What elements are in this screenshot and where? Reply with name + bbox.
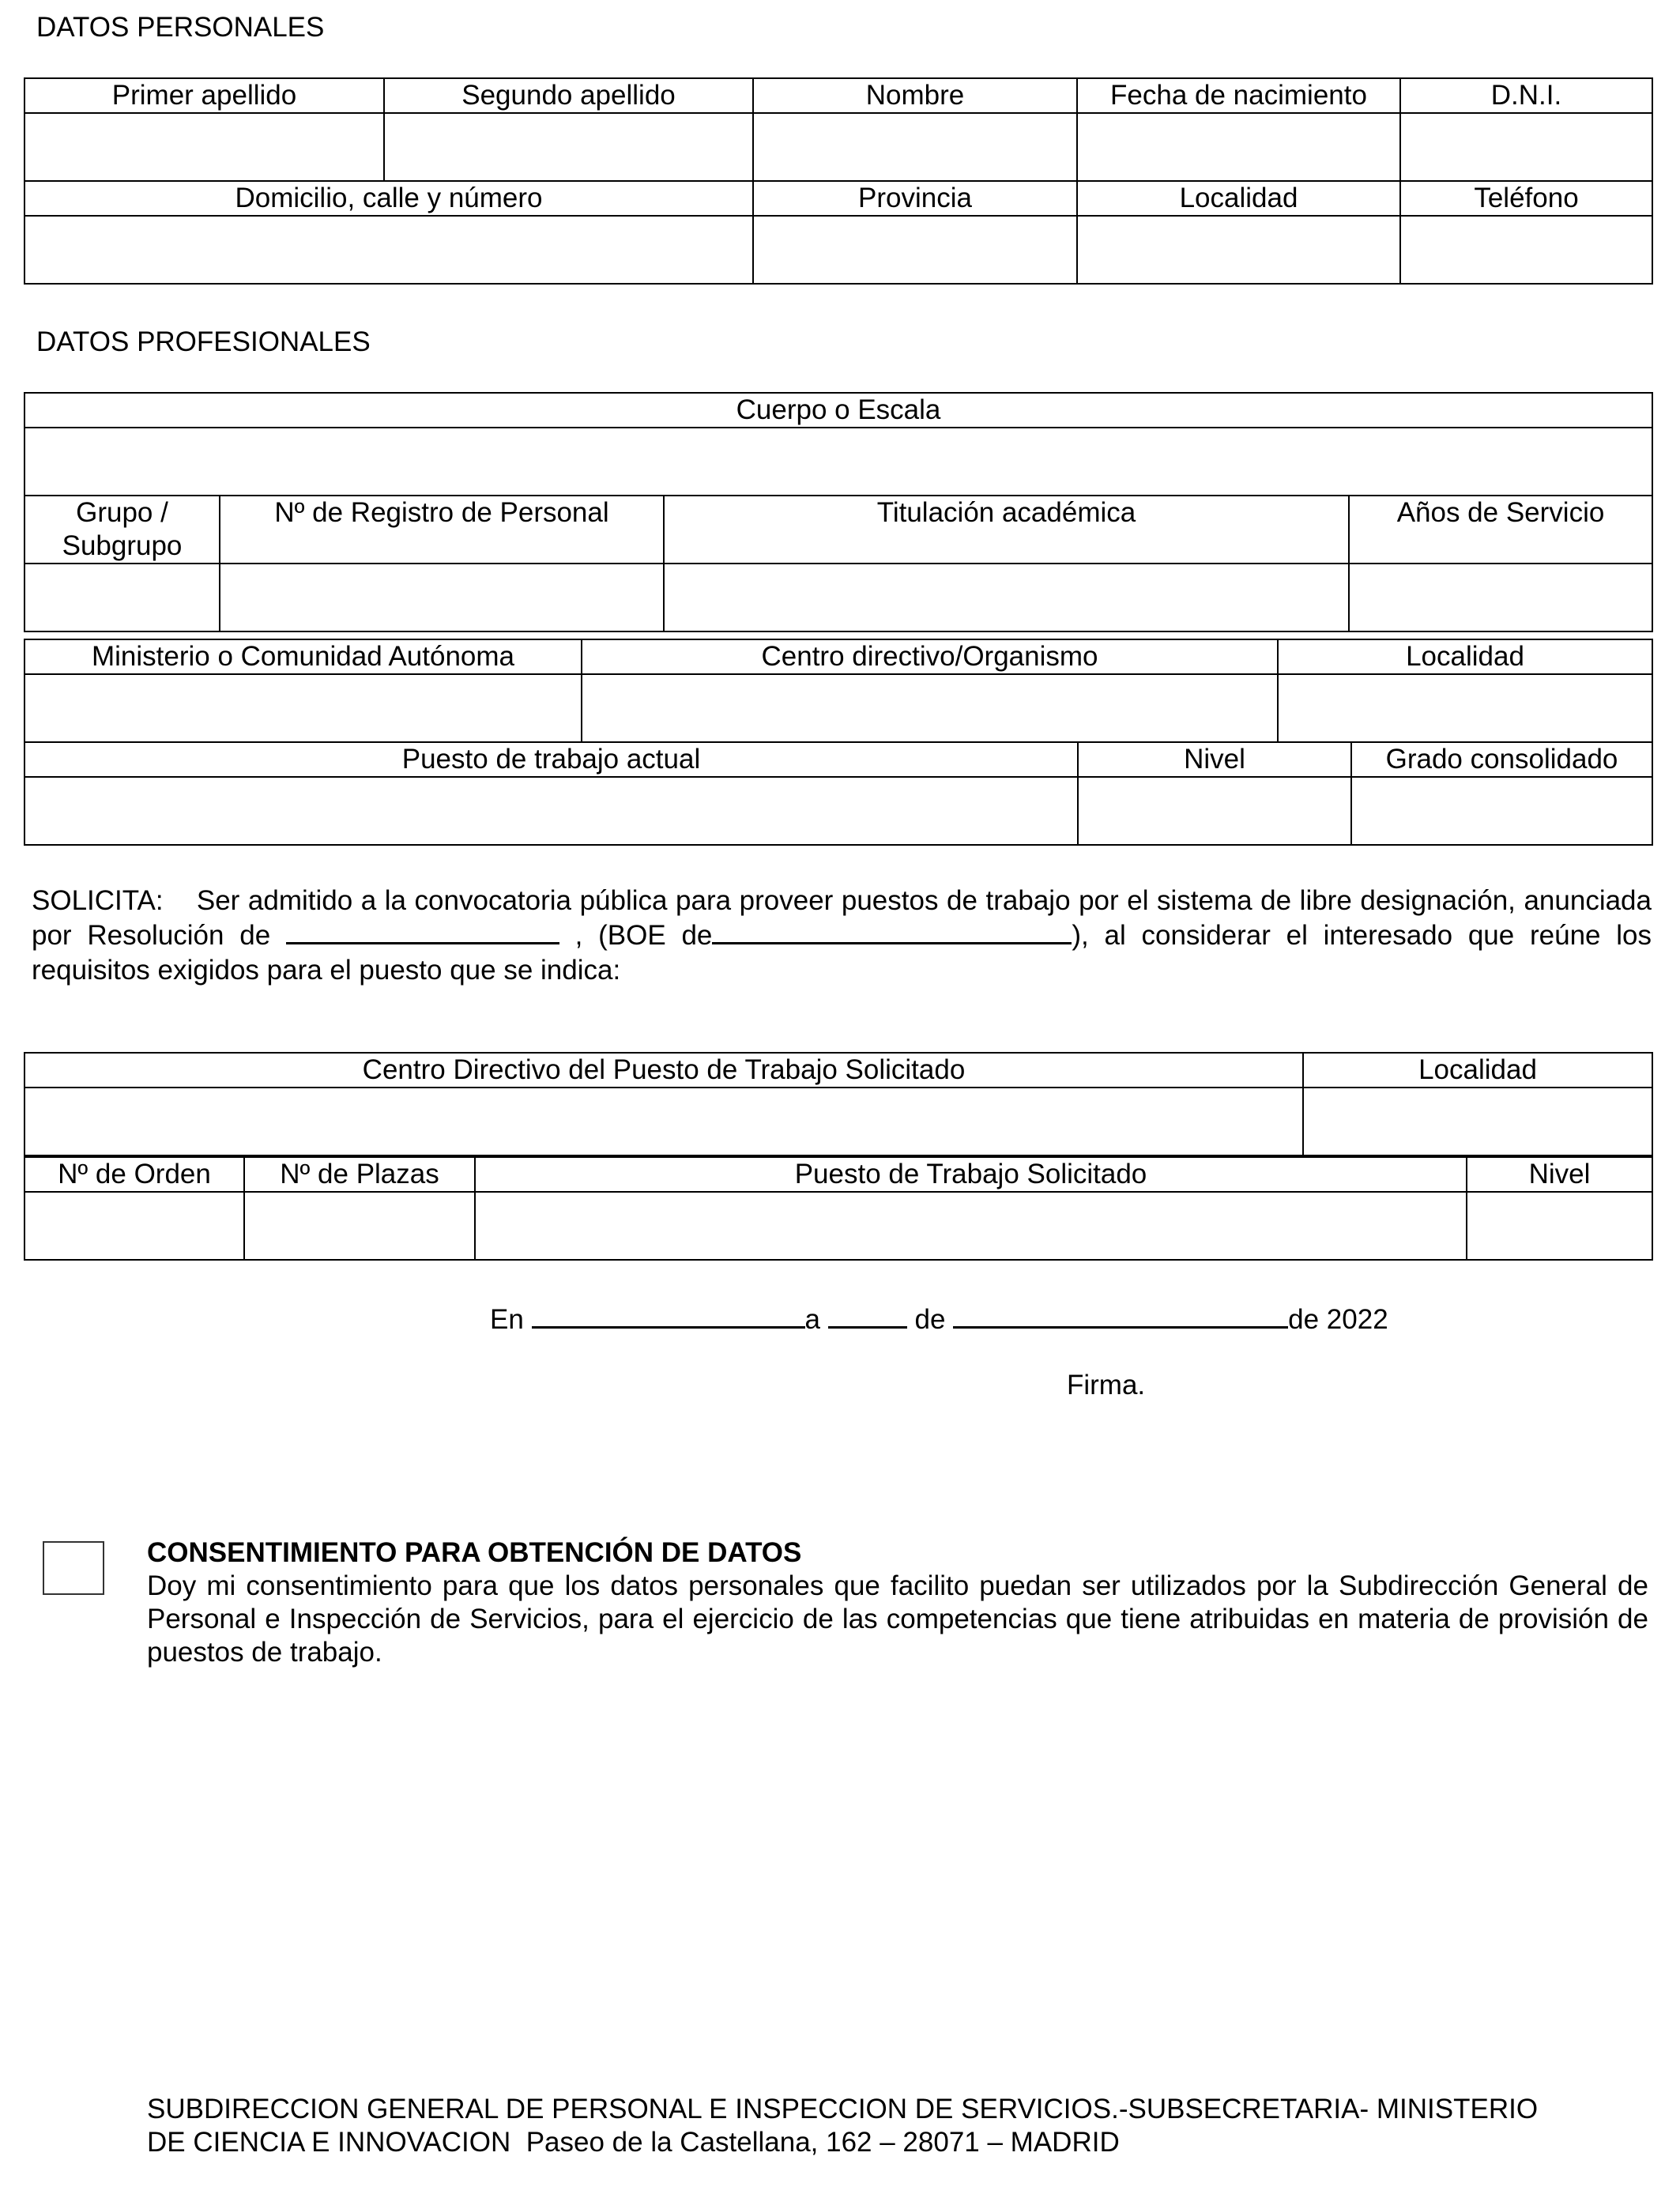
fecha-nacimiento-field[interactable] <box>1077 113 1400 181</box>
titulacion-field[interactable] <box>664 564 1349 631</box>
resolucion-blank[interactable] <box>286 918 559 944</box>
grupo-subgrupo-label: Grupo / Subgrupo <box>24 496 220 564</box>
localidad-solicitado-label: Localidad <box>1303 1053 1652 1088</box>
professional-data-table-a <box>24 392 1653 632</box>
professional-data-table-b <box>24 639 1653 743</box>
date-year: de 2022 <box>1288 1304 1388 1335</box>
grado-consolidado-field[interactable] <box>1351 777 1652 845</box>
month-blank[interactable] <box>953 1302 1288 1329</box>
segundo-apellido-label: Segundo apellido <box>384 78 753 113</box>
date-de: de <box>914 1304 946 1335</box>
numero-plazas-field[interactable] <box>244 1192 475 1260</box>
registro-personal-label: Nº de Registro de Personal <box>220 496 664 564</box>
anos-servicio-field[interactable] <box>1349 564 1652 631</box>
boe-date-blank[interactable] <box>712 918 1072 944</box>
provincia-label: Provincia <box>753 181 1077 216</box>
footer <box>147 2093 1648 2159</box>
professional-heading: DATOS PROFESIONALES <box>36 326 371 357</box>
cuerpo-escala-field[interactable] <box>24 428 1652 496</box>
nivel-solicitado-field[interactable] <box>1467 1192 1652 1260</box>
nombre-label: Nombre <box>753 78 1077 113</box>
personal-data-table <box>24 77 1653 285</box>
day-blank[interactable] <box>828 1302 907 1329</box>
puesto-solicitado-label: Puesto de Trabajo Solicitado <box>475 1157 1467 1192</box>
telefono-label: Teléfono <box>1400 181 1652 216</box>
nivel-solicitado-label: Nivel <box>1467 1157 1652 1192</box>
dni-label: D.N.I. <box>1400 78 1652 113</box>
localidad-solicitado-field[interactable] <box>1303 1088 1652 1155</box>
place-blank[interactable] <box>532 1302 805 1329</box>
fecha-nacimiento-label: Fecha de nacimiento <box>1077 78 1400 113</box>
solicita-text-3: ), al considerar el interesado que reúne los requisitos exigidos para el puesto que se indica: <box>32 920 1652 986</box>
solicita-text-1: Ser admitido a la convocatoria pública para proveer puestos de trabajo por el sistema de libre designación, anunciada por Resolución de <box>32 885 1652 951</box>
consent-checkbox[interactable] <box>43 1541 104 1595</box>
centro-directivo-field[interactable] <box>582 674 1278 742</box>
ministerio-field[interactable] <box>24 674 582 742</box>
ministerio-label: Ministerio o Comunidad Autónoma <box>24 639 582 674</box>
segundo-apellido-field[interactable] <box>384 113 753 181</box>
centro-directivo-label: Centro directivo/Organismo <box>582 639 1278 674</box>
date-en: En <box>490 1304 524 1335</box>
nivel-label: Nivel <box>1078 742 1351 777</box>
localidad-prof-label: Localidad <box>1278 639 1652 674</box>
date-line <box>490 1302 1388 1336</box>
primer-apellido-field[interactable] <box>24 113 384 181</box>
date-a: a <box>804 1304 821 1335</box>
solicita-paragraph <box>32 884 1652 988</box>
professional-data-table-c <box>24 741 1653 846</box>
nivel-field[interactable] <box>1078 777 1351 845</box>
anos-servicio-label: Años de Servicio <box>1349 496 1652 564</box>
provincia-field[interactable] <box>753 216 1077 284</box>
centro-directivo-solicitado-field[interactable] <box>24 1088 1303 1155</box>
dni-field[interactable] <box>1400 113 1652 181</box>
grado-consolidado-label: Grado consolidado <box>1351 742 1652 777</box>
consent-title: CONSENTIMIENTO PARA OBTENCIÓN DE DATOS <box>147 1537 802 1568</box>
grupo-subgrupo-field[interactable] <box>24 564 220 631</box>
puesto-actual-field[interactable] <box>24 777 1078 845</box>
consent-body: Doy mi consentimiento para que los datos personales que facilito puedan ser utilizados por la Subdirección General de Personal e Inspección de Servicios, para el ejercicio de las competencias que tiene atribuidas en materia de provisión de puestos de trabajo. <box>147 1570 1648 1668</box>
nombre-field[interactable] <box>753 113 1077 181</box>
footer-line-1: SUBDIRECCION GENERAL DE PERSONAL E INSPECCION DE SERVICIOS.-SUBSECRETARIA- MINISTERIO <box>147 2094 1539 2124</box>
puesto-solicitado-field[interactable] <box>475 1192 1467 1260</box>
localidad-field[interactable] <box>1077 216 1400 284</box>
requested-post-table-a <box>24 1052 1653 1156</box>
primer-apellido-label: Primer apellido <box>24 78 384 113</box>
consent-block <box>147 1536 1648 1669</box>
solicita-label: SOLICITA: <box>32 885 164 916</box>
puesto-actual-label: Puesto de trabajo actual <box>24 742 1078 777</box>
personal-heading: DATOS PERSONALES <box>36 12 325 43</box>
localidad-label: Localidad <box>1077 181 1400 216</box>
cuerpo-escala-label: Cuerpo o Escala <box>24 393 1652 428</box>
titulacion-label: Titulación académica <box>664 496 1349 564</box>
domicilio-label: Domicilio, calle y número <box>24 181 753 216</box>
footer-line-2: DE CIENCIA E INNOVACION Paseo de la Castellana, 162 – 28071 – MADRID <box>147 2127 1120 2158</box>
firma-label: Firma. <box>1067 1370 1146 1400</box>
centro-directivo-solicitado-label: Centro Directivo del Puesto de Trabajo Solicitado <box>24 1053 1303 1088</box>
numero-orden-field[interactable] <box>24 1192 244 1260</box>
telefono-field[interactable] <box>1400 216 1652 284</box>
solicita-text-2: , (BOE de <box>574 920 713 951</box>
requested-post-table-b <box>24 1156 1653 1261</box>
numero-orden-label: Nº de Orden <box>24 1157 244 1192</box>
registro-personal-field[interactable] <box>220 564 664 631</box>
numero-plazas-label: Nº de Plazas <box>244 1157 475 1192</box>
localidad-prof-field[interactable] <box>1278 674 1652 742</box>
domicilio-field[interactable] <box>24 216 753 284</box>
